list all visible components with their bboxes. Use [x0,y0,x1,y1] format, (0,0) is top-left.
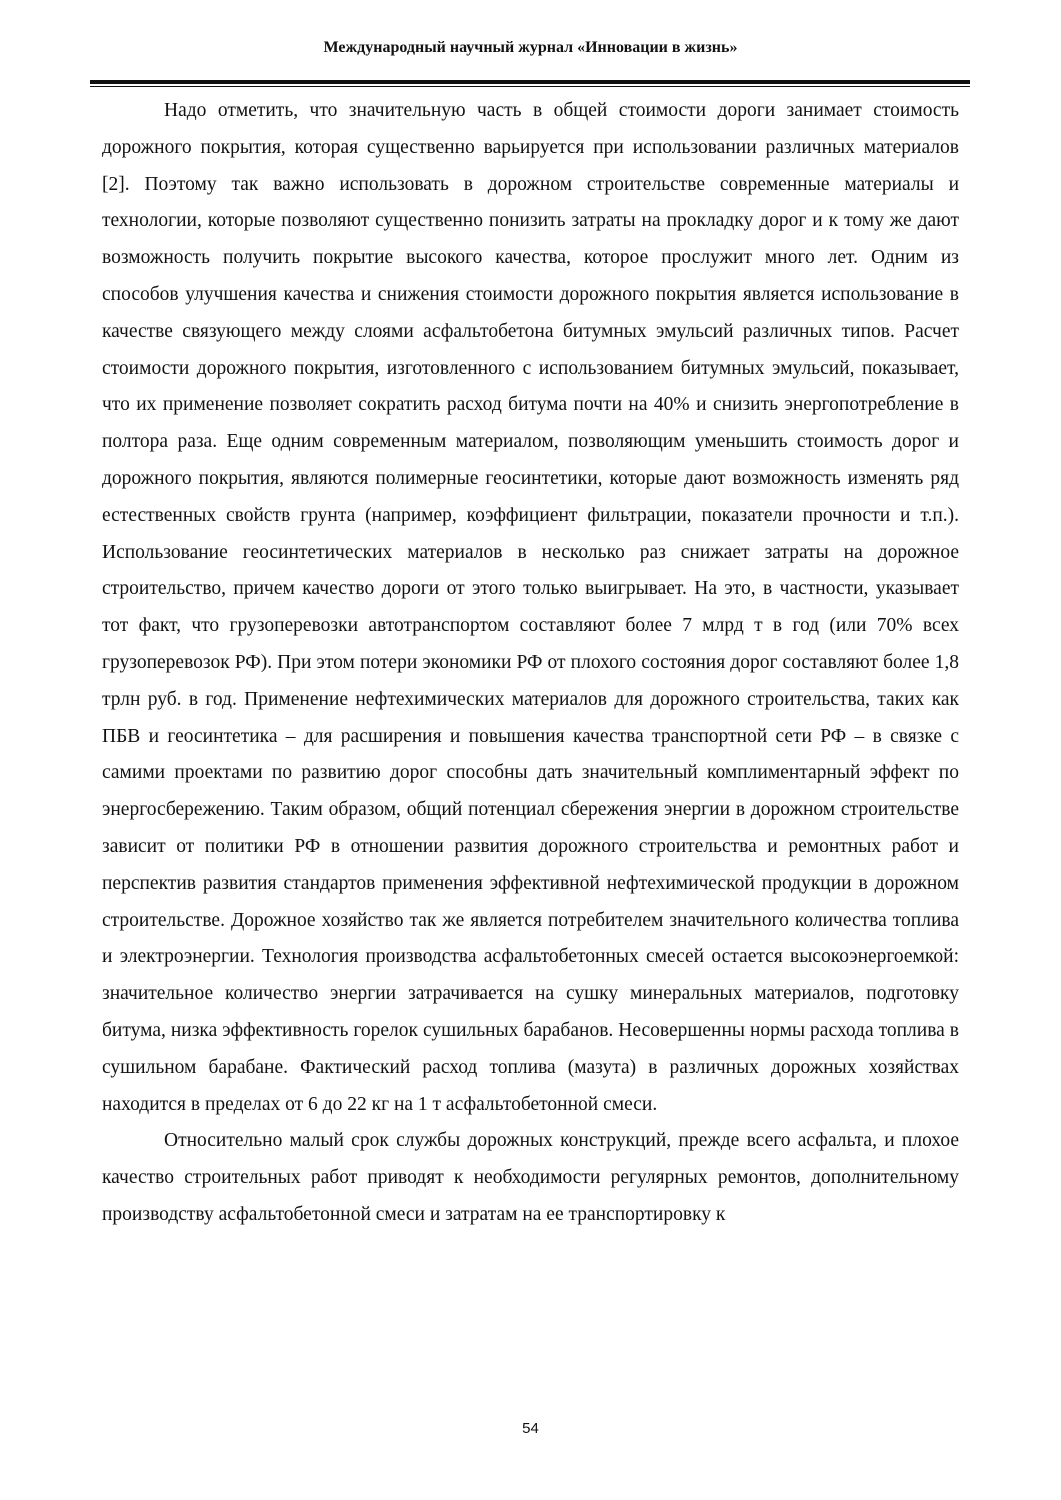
journal-header: Международный научный журнал «Инновации в жизнь» [323,39,738,56]
paragraph-2: Относительно малый срок службы дорожных конструкций, прежде всего асфальта, и плохое качество строительных работ приводят к необходимости регулярных ремонтов, дополнительному производству асфальтобетонной смеси и затратам на ее транспортировку к [102,1130,959,1225]
paragraph-1: Надо отметить, что значительную часть в общей стоимости дороги занимает стоимость дорожного покрытия, которая существенно варьируется при использовании различных материалов [2]. Поэтому так важно использовать в дорожном строительстве современные материалы и технологии, которые позволяют существенно понизить затраты на прокладку дорог и к тому же дают возможность получить покрытие высокого качества, которое прослужит много лет. Одним из способов улучшения качества и снижения стоимости дорожного покрытия является использование в качестве связующего между слоями асфальтобетона битумных эмульсий различных типов. Расчет стоимости дорожного покрытия, изготовленного с использованием битумных эмульсий, показывает, что их применение позволяет сократить расход битума почти на 40% и снизить энергопотребление в полтора раза. Еще одним современным материалом, позволяющим уменьшить стоимость дорог и дорожного покрытия, являются полимерные геосинтетики, которые дают возможность изменять ряд естественных свойств грунта (например, коэффициент фильтрации, показатели прочности и т.п.). Использование геосинтетических материалов в несколько раз снижает затраты на дорожное строительство, причем качество дороги от этого только выигрывает. На это, в частности, указывает тот факт, что грузоперевозки автотранспортом составляют более 7 млрд т в год (или 70% всех грузоперевозок РФ). При этом потери экономики РФ от плохого состояния дорог составляют более 1,8 трлн руб. в год. Применение нефтехимических материалов для дорожного строительства, таких как ПБВ и геосинтетика – для расширения и повышения качества транспортной сети РФ – в связке с самими проектами по развитию дорог способны дать значительный комплиментарный эффект по энергосбережению. Таким образом, общий потенциал сбережения энергии в дорожном строительстве зависит от политики РФ в отношении развития дорожного строительства и ремонтных работ и перспектив развития стандартов применения эффективной нефтехимической продукции в дорожном строительстве. Дорожное хозяйство так же является потребителем значительного количества топлива и электроэнергии. Технология производства асфальтобетонных смесей остается высокоэнергоемкой: значительное количество энергии затрачивается на сушку минеральных материалов, подготовку битума, низка эффективность горелок сушильных барабанов. Несовершенны нормы расхода топлива в сушильном барабане. Фактический расход топлива (мазута) в различных дорожных хозяйствах находится в пределах от 6 до 22 кг на 1 т асфальтобетонной смеси. [102,100,959,1115]
header-rule-thin [90,86,970,87]
article-body [102,93,959,1234]
page-number: 54 [522,1420,539,1437]
header-rule-thick [90,80,970,84]
